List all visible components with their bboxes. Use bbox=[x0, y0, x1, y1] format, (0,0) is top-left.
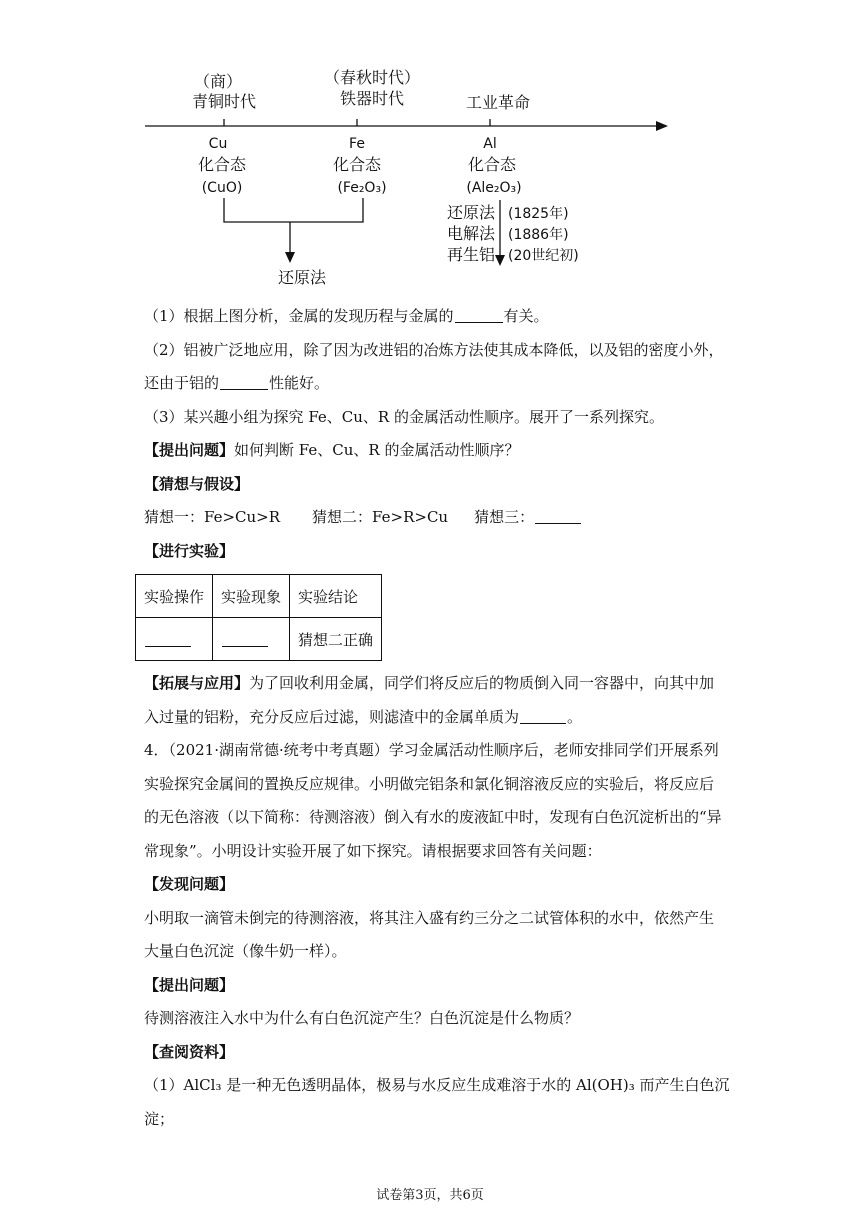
metal-compound-al: (Ale₂O₃) bbox=[466, 180, 522, 196]
al-method-3-year: (20世纪初) bbox=[508, 248, 579, 264]
al-method-2-year: (1886年) bbox=[508, 227, 569, 243]
question-1: （1）根据上图分析，金属的发现历程与金属的 有关。 bbox=[144, 307, 549, 325]
answer-blank[interactable] bbox=[220, 373, 268, 390]
metal-compound-cu: (CuO) bbox=[201, 180, 243, 196]
metal-state-al: 化合态 bbox=[467, 155, 517, 174]
experiment-heading: 【进行实验】 bbox=[144, 541, 235, 560]
al-method-3-name: 再生铝 bbox=[447, 245, 496, 264]
table-header-row bbox=[136, 575, 382, 618]
metal-compound-fe: (Fe₂O₃) bbox=[337, 180, 387, 196]
metal-state-fe: 化合态 bbox=[332, 155, 382, 174]
table-cell: 猜想二正确 bbox=[290, 618, 382, 661]
experiment-table bbox=[135, 574, 382, 661]
al-arrowhead bbox=[495, 255, 505, 266]
discover-line1: 小明取一滴管未倒完的待测溶液，将其注入盛有约三分之二试管体积的水中，依然产生 bbox=[144, 908, 715, 927]
question-4-line1: 4．（2021·湖南常德·统考中考真题）学习金属活动性顺序后，老师安排同学们开展系列 bbox=[144, 741, 719, 759]
merge-arrowhead bbox=[285, 252, 295, 263]
metal-state-cu: 化合态 bbox=[197, 155, 247, 174]
era-sub-chunqiu: （春秋时代） bbox=[323, 68, 421, 87]
question-4-line4: 常现象”。小明设计实验开展了如下探究。请根据要求回答有关问题： bbox=[144, 841, 602, 860]
table-header-cell: 实验结论 bbox=[290, 575, 382, 618]
question-content bbox=[144, 300, 730, 1136]
answer-blank[interactable] bbox=[455, 306, 503, 323]
era-title-iron: 铁器时代 bbox=[339, 89, 405, 108]
al-method-2-name: 电解法 bbox=[447, 224, 496, 243]
lookup-line2: 淀； bbox=[144, 1109, 175, 1128]
metal-symbol-cu: Cu bbox=[208, 136, 228, 152]
era-title-bronze: 青铜时代 bbox=[191, 92, 257, 111]
answer-blank[interactable] bbox=[222, 630, 268, 647]
ask-problem: 【提出问题】如何判断 Fe、Cu、R 的金属活动性顺序？ bbox=[144, 441, 520, 459]
table-row bbox=[136, 618, 382, 661]
timeline-arrowhead bbox=[656, 121, 668, 131]
question-3: （3）某兴趣小组为探究 Fe、Cu、R 的金属活动性顺序。展开了一系列探究。 bbox=[144, 407, 664, 426]
lookup-line1: （1）AlCl₃ 是一种无色透明晶体，极易与水反应生成难溶于水的 Al(OH)₃ 而产生白色沉 bbox=[144, 1076, 730, 1094]
question-2-line1: （2）铝被广泛地应用，除了因为改进铝的冶炼方法使其成本降低，以及铝的密度小外， bbox=[144, 340, 724, 359]
timeline-lines bbox=[0, 0, 860, 300]
discover-heading: 【发现问题】 bbox=[144, 875, 235, 893]
lookup-heading: 【查阅资料】 bbox=[144, 1042, 235, 1061]
page-footer: 试卷第3页，共6页 bbox=[376, 1188, 484, 1203]
merge-label-reduction: 还原法 bbox=[277, 268, 327, 287]
table-header-cell: 实验操作 bbox=[136, 575, 213, 618]
hypotheses: 猜想一：Fe>Cu>R 猜想二：Fe>R>Cu 猜想三： bbox=[144, 501, 724, 535]
merge-bracket bbox=[224, 198, 363, 222]
question-2-line2: 还由于铝的 性能好。 bbox=[144, 374, 330, 392]
table-header-cell: 实验现象 bbox=[213, 575, 290, 618]
table-cell bbox=[213, 618, 290, 661]
discover-line2: 大量白色沉淀（像牛奶一样）。 bbox=[144, 942, 347, 960]
table-cell bbox=[136, 618, 213, 661]
answer-blank[interactable] bbox=[520, 707, 566, 724]
answer-blank[interactable] bbox=[535, 507, 581, 524]
answer-blank[interactable] bbox=[145, 630, 191, 647]
ask2-text: 待测溶液注入水中为什么有白色沉淀产生？白色沉淀是什么物质？ bbox=[144, 1009, 580, 1027]
al-method-1-year: (1825年) bbox=[508, 206, 569, 222]
extension-line2: 入过量的铝粉，充分反应后过滤，则滤渣中的金属单质为 。 bbox=[144, 707, 583, 726]
ask2-heading: 【提出问题】 bbox=[144, 975, 235, 994]
question-4-line2: 实验探究金属间的置换反应规律。小明做完铝条和氯化铜溶液反应的实验后，将反应后 bbox=[144, 774, 715, 793]
al-method-1-name: 还原法 bbox=[447, 203, 496, 222]
era-sub-shang: （商） bbox=[193, 72, 243, 91]
extension-line1: 【拓展与应用】为了回收利用金属，同学们将反应后的物质倒入同一容器中，向其中加 bbox=[144, 674, 715, 692]
metal-symbol-al: Al bbox=[483, 136, 497, 152]
era-title-industrial: 工业革命 bbox=[465, 93, 531, 112]
question-4-line3: 的无色溶液（以下简称：待测溶液）倒入有水的废液缸中时，发现有白色沉淀析出的“异 bbox=[144, 808, 722, 826]
hypothesis-heading: 【猜想与假设】 bbox=[144, 474, 250, 493]
metal-history-diagram bbox=[0, 0, 860, 300]
metal-symbol-fe: Fe bbox=[349, 136, 365, 152]
